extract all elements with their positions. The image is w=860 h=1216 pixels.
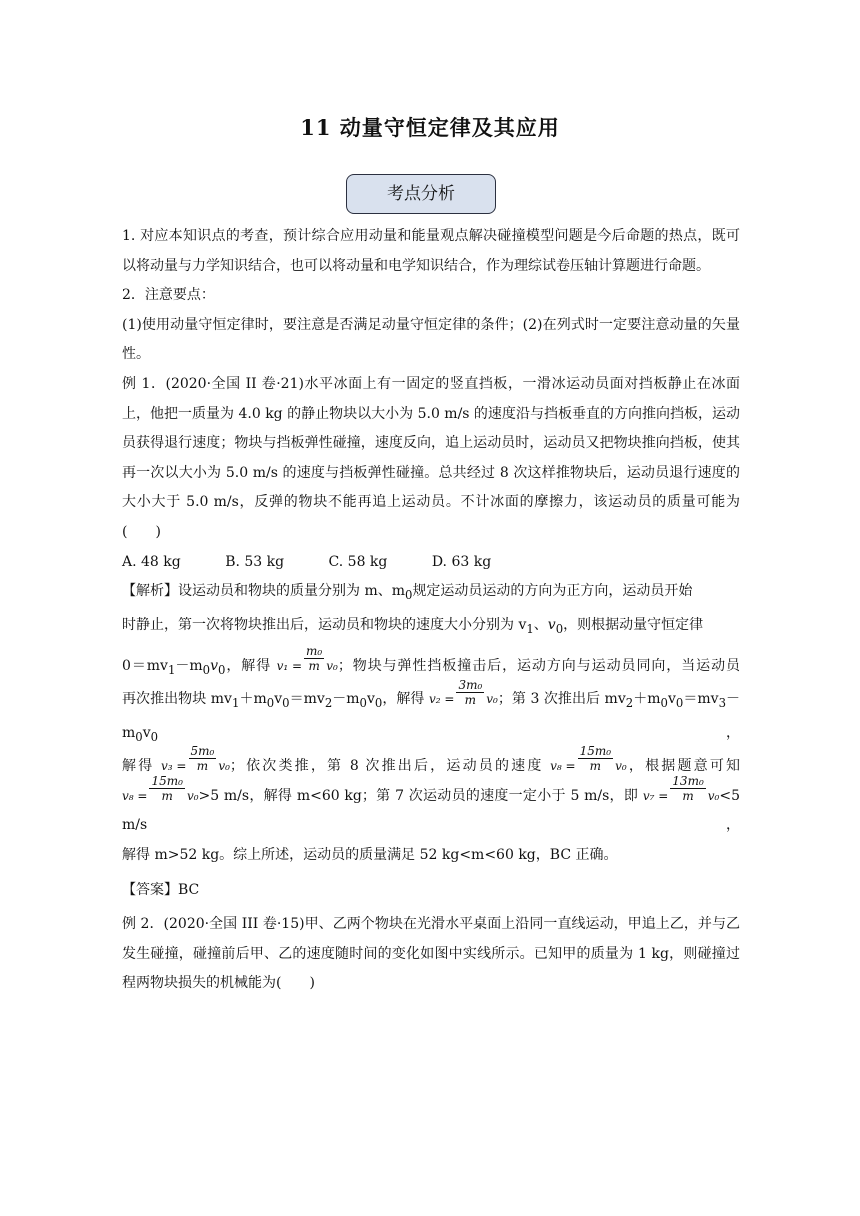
fraction-v1-den: m: [308, 659, 320, 674]
example1-answer: [122, 876, 740, 906]
analysis-text-1a: 设运动员和物块的质量分别为 m、m: [178, 583, 406, 600]
example1-analysis-line-7: 解得 m>52 kg。综上所述，运动员的质量满足 52 kg<m<60 kg，BC 正确。: [122, 846, 618, 863]
option-c: C. 58 kg: [328, 553, 388, 570]
option-b: B. 53 kg: [225, 553, 285, 570]
example1-analysis-line-4: 再次推出物块 $mv_1+m_0v_0=mv_2-m_0v_0$，解得 v₂ = $\frac{\text{3m₀}}{m}$ v₀ ；第 3 次推出后 $mv_2+m_0v_0=mv_3-m_0v_0$，: [122, 677, 740, 744]
example1-stem: 例 1．(2020·全国 II 卷·21)水平冰面上有一固定的竖直挡板，一滑冰运动员面对挡板静止在冰面上，他把一质量为 4.0 kg 的静止物块以大小为 5.0 m/s 的速度沿与挡板垂直的方向推向挡板，运动员获得退行速度；物块与挡板弹性碰撞，速度反向，追上运动员时，运动员又把物块推向挡板，使其再一次以大小为 5.0 m/s 的速度与挡板弹性碰撞。总共经过 8 次这样推物块后，运动员退行速度的大小大于 5.0 m/s，反弹的物块不能再追上运动员。不计冰面的摩擦力，该运动员的质量可能为( ): [122, 375, 740, 540]
option-d: D. 63 kg: [431, 553, 492, 570]
formula-v3-lhs: v₃ =: [161, 759, 187, 774]
formula-v8b-lhs: v₈ =: [122, 788, 148, 803]
example1-options: [122, 548, 740, 578]
line5-a: 解得: [122, 758, 155, 775]
example1-analysis-line-1: 【解析】设运动员和物块的质量分别为 m、$m_0$规定运动员运动的方向为正方向，运动员开始: [122, 583, 693, 602]
fraction-v8: [578, 744, 613, 773]
line5-b: ；依次类推，第 8 次推出后，运动员的速度: [229, 758, 544, 775]
fraction-v1-num: m₀: [306, 644, 323, 659]
option-a: A. 48 kg: [122, 553, 181, 570]
example1-analysis-line-2: 时静止，第一次将物块推出后，运动员和物块的速度大小分别为 $v_1$、$v_0$，则根据动量守恒定律: [122, 616, 704, 636]
analysis-text-1b: 规定运动员运动的方向为正方向，运动员开始: [412, 583, 693, 600]
analysis-text-2a: 时静止，第一次将物块推出后，运动员和物块的速度大小分别为 v: [122, 616, 527, 633]
example2-stem: 例 2．(2020·全国 III 卷·15)甲、乙两个物块在光滑水平桌面上沿同一直线运动，甲追上乙，并与乙发生碰撞，碰撞前后甲、乙的速度随时间的变化如图中实线所示。已知甲的质量为 1 kg，则碰撞过程两物块损失的机械能为( ): [122, 916, 740, 992]
fraction-v2: [456, 678, 484, 707]
fraction-v8-den: m: [589, 759, 602, 774]
body-text: [122, 222, 740, 999]
intro-paragraph-1: 1. 对应本知识点的考查，预计综合应用动量和能量观点解决碰撞模型问题是今后命题的热点，既可以将动量与力学知识结合，也可以将动量和电学知识结合，作为理综试卷压轴计算题进行命题。: [122, 228, 740, 274]
formula-v8: [550, 744, 627, 782]
formula-v7: [642, 773, 720, 812]
intro-paragraph-2: 2．注意要点：: [122, 287, 215, 304]
example1-analysis-line-5: [122, 744, 741, 782]
fraction-v7: [670, 774, 705, 803]
fraction-v7-num: 13m₀: [672, 773, 704, 788]
line6-b: <5 m/s，: [122, 787, 740, 834]
example1-analysis-line-6: [122, 773, 740, 841]
fraction-v1: [304, 644, 324, 673]
formula-v2-tail: v₀: [486, 692, 498, 707]
answer-label: 【答案】: [122, 882, 178, 899]
answer-value: BC: [178, 882, 200, 899]
line3-d: ；物块与弹性挡板撞击后，运动方向与运动员同向，当运动员: [337, 657, 741, 674]
line4-c: ，解得: [382, 691, 425, 708]
fraction-v7-den: m: [682, 788, 694, 803]
formula-v2-lhs: v₂ =: [428, 692, 455, 707]
formula-v8b-tail: v₀: [186, 788, 199, 803]
fraction-v3: [189, 744, 217, 773]
line5-c: ，根据题意可知: [626, 758, 741, 775]
formula-v2: [428, 677, 498, 715]
formula-v8-again: [122, 773, 199, 812]
fraction-v8-num: 15m₀: [579, 744, 612, 759]
formula-v8-tail: v₀: [615, 759, 627, 774]
formula-v8-lhs: v₈ =: [550, 759, 576, 774]
page-title: 11 动量守恒定律及其应用: [300, 115, 560, 140]
formula-v1-tail: v₀: [326, 658, 338, 673]
fraction-v8b-den: m: [161, 788, 173, 803]
line4-a: 再次推出物块 mv: [122, 691, 232, 708]
line6-a: >5 m/s，解得 m<60 kg；第 7 次运动员的速度一定小于 5 m/s，即: [198, 787, 639, 804]
line4-d: ；第 3 次推出后 mv: [497, 691, 626, 708]
fraction-v8b: [149, 774, 184, 803]
analysis-text-2b: ，则根据动量守恒定律: [563, 616, 704, 633]
formula-v1-lhs: v₁ =: [276, 658, 303, 673]
fraction-v2-den: m: [464, 692, 477, 707]
line3-b: －m: [175, 657, 203, 674]
fraction-v2-num: 3m₀: [458, 677, 483, 692]
formula-v1: [276, 644, 338, 682]
fraction-v3-den: m: [196, 759, 209, 774]
example1-analysis-line-3: $0=mv_1-m_0v_0$，解得 v₁ = $\frac{\text{m₀}}{m}$ v₀ ；物块与弹性挡板撞击后，运动方向与运动员同向，当运动员: [122, 652, 740, 685]
formula-v7-tail: v₀: [707, 788, 720, 803]
intro-paragraph-3: (1)使用动量守恒定律时，要注意是否满足动量守恒定律的条件；(2)在列式时一定要注意动量的矢量性。: [122, 316, 740, 363]
formula-v7-lhs: v₇ =: [642, 788, 669, 803]
line3-a: 0＝mv: [122, 657, 168, 674]
analysis-label: 【解析】: [122, 583, 178, 600]
line4-b: ＝mv: [289, 691, 325, 708]
section-badge: 考点分析: [346, 174, 496, 214]
fraction-v3-num: 5m₀: [190, 744, 215, 759]
formula-v3-tail: v₀: [218, 759, 230, 774]
line3-c: ，解得: [225, 657, 272, 674]
fraction-v8b-num: 15m₀: [151, 773, 183, 788]
